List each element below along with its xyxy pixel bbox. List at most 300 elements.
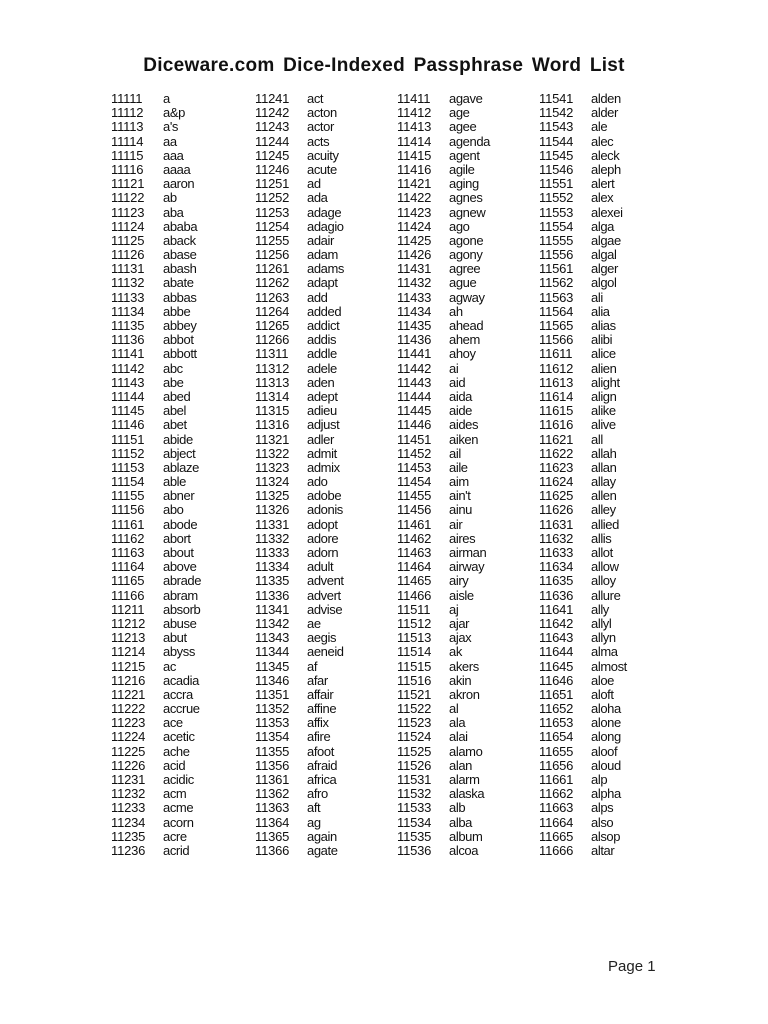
word: alb: [449, 800, 466, 816]
list-item: [111, 702, 261, 716]
dice-code: 11352: [255, 701, 290, 717]
list-item: [539, 518, 689, 532]
dice-code: 11311: [255, 346, 289, 362]
word: adair: [307, 232, 334, 248]
list-item: [539, 362, 689, 376]
dice-code: 11561: [539, 261, 574, 277]
list-item: [255, 532, 405, 546]
dice-code: 11523: [397, 715, 432, 731]
list-item: [255, 333, 405, 347]
word: agent: [449, 147, 480, 163]
dice-code: 11232: [111, 786, 146, 802]
list-item: [111, 461, 261, 475]
list-item: [111, 716, 261, 730]
dice-code: 11542: [539, 105, 574, 121]
list-item: [397, 120, 547, 134]
word: alamo: [449, 743, 483, 759]
list-item: [397, 745, 547, 759]
word: a's: [163, 119, 179, 135]
list-item: [539, 716, 689, 730]
dice-code: 11535: [397, 828, 432, 844]
dice-code: 11466: [397, 587, 432, 603]
list-item: [539, 787, 689, 801]
list-item: [111, 518, 261, 532]
word: aleck: [591, 147, 620, 163]
dice-code: 11141: [111, 346, 145, 362]
list-item: [397, 305, 547, 319]
list-item: [539, 376, 689, 390]
dice-code: 11324: [255, 474, 290, 490]
word: adler: [307, 431, 334, 447]
list-item: [255, 234, 405, 248]
list-item: [397, 319, 547, 333]
word: admit: [307, 445, 337, 461]
dice-code: 11612: [539, 360, 574, 376]
dice-code: 11432: [397, 275, 432, 291]
list-item: [111, 816, 261, 830]
word-column: [111, 92, 261, 858]
list-item: [111, 390, 261, 404]
list-item: [397, 518, 547, 532]
list-item: [111, 730, 261, 744]
word: accra: [163, 686, 193, 702]
word: admix: [307, 459, 340, 475]
dice-code: 11552: [539, 190, 574, 206]
list-item: [397, 191, 547, 205]
word: accrue: [163, 701, 200, 717]
list-item: [397, 489, 547, 503]
list-item: [111, 404, 261, 418]
list-item: [397, 333, 547, 347]
word: added: [307, 303, 342, 319]
word: aim: [449, 474, 469, 490]
dice-code: 11545: [539, 147, 574, 163]
word: airway: [449, 559, 485, 575]
list-item: [539, 291, 689, 305]
dice-code: 11216: [111, 672, 146, 688]
word: alley: [591, 502, 616, 518]
dice-code: 11443: [397, 374, 432, 390]
dice-code: 11415: [397, 147, 432, 163]
list-item: [539, 404, 689, 418]
word: able: [163, 474, 186, 490]
dice-code: 11265: [255, 318, 290, 333]
list-item: [539, 447, 689, 461]
dice-code: 11154: [111, 474, 145, 490]
list-item: [397, 475, 547, 489]
dice-code: 11314: [255, 388, 290, 404]
list-item: [255, 745, 405, 759]
word: aft: [307, 800, 321, 816]
word: ain't: [449, 488, 471, 504]
word: allen: [591, 488, 617, 504]
word: a&p: [163, 105, 185, 121]
list-item: [397, 688, 547, 702]
list-item: [111, 844, 261, 858]
list-item: [397, 106, 547, 120]
word: adjust: [307, 417, 340, 433]
word: acre: [163, 828, 187, 844]
dice-code: 11556: [539, 247, 574, 263]
word: alarm: [449, 772, 480, 787]
dice-code: 11344: [255, 644, 290, 660]
word: abner: [163, 488, 195, 504]
word: almost: [591, 658, 627, 674]
word: aloha: [591, 701, 621, 717]
list-item: [255, 660, 405, 674]
word: abase: [163, 247, 197, 263]
dice-code: 11644: [539, 644, 574, 660]
word: allan: [591, 459, 617, 475]
dice-code: 11212: [111, 615, 146, 631]
list-item: [111, 418, 261, 432]
word: afro: [307, 786, 328, 802]
list-item: [397, 603, 547, 617]
dice-code: 11323: [255, 459, 290, 475]
dice-code: 11143: [111, 374, 145, 390]
dice-code: 11555: [539, 232, 574, 248]
list-item: [111, 773, 261, 787]
list-item: [255, 518, 405, 532]
word: algal: [591, 247, 617, 263]
list-item: [111, 191, 261, 205]
word: agate: [307, 842, 338, 858]
word: ahem: [449, 332, 480, 348]
word: ace: [163, 715, 183, 731]
word: allied: [591, 516, 619, 532]
list-item: [539, 603, 689, 617]
dice-code: 11553: [539, 204, 574, 220]
word: abject: [163, 445, 196, 461]
word: absorb: [163, 601, 201, 617]
word: agee: [449, 119, 477, 135]
word: agony: [449, 247, 483, 263]
word: adele: [307, 360, 337, 376]
word: alibi: [591, 332, 613, 348]
list-item: [111, 305, 261, 319]
dice-code: 11342: [255, 615, 290, 631]
word: ado: [307, 474, 328, 490]
dice-code: 11363: [255, 800, 290, 816]
list-item: [255, 830, 405, 844]
list-item: [397, 730, 547, 744]
list-item: [397, 716, 547, 730]
list-item: [255, 574, 405, 588]
dice-code: 11321: [255, 431, 290, 447]
word: aides: [449, 417, 479, 433]
dice-code: 11254: [255, 218, 290, 234]
dice-code: 11434: [397, 303, 432, 319]
dice-code: 11313: [255, 374, 290, 390]
dice-code: 11113: [111, 119, 144, 135]
list-item: [539, 660, 689, 674]
dice-code: 11414: [397, 133, 432, 149]
list-item: [539, 106, 689, 120]
dice-code: 11456: [397, 502, 432, 518]
word: aisle: [449, 587, 474, 603]
dice-code: 11664: [539, 814, 574, 830]
list-item: [539, 489, 689, 503]
word: aeneid: [307, 644, 344, 660]
dice-code: 11214: [111, 644, 146, 660]
word-column: [539, 92, 689, 858]
list-item: [255, 149, 405, 163]
word: all: [591, 431, 603, 447]
dice-code: 11525: [397, 743, 432, 759]
dice-code: 11412: [397, 105, 432, 121]
word: alike: [591, 403, 616, 419]
word: akron: [449, 686, 480, 702]
word: act: [307, 91, 324, 106]
word: ac: [163, 658, 176, 674]
list-item: [539, 503, 689, 517]
list-item: [539, 319, 689, 333]
word: actor: [307, 119, 334, 135]
word: allis: [591, 530, 612, 546]
word: ae: [307, 615, 321, 631]
list-item: [539, 305, 689, 319]
word: abbott: [163, 346, 197, 362]
dice-code: 11333: [255, 545, 290, 560]
word: ad: [307, 176, 321, 192]
dice-code: 11326: [255, 502, 290, 518]
list-item: [397, 674, 547, 688]
list-item: [111, 333, 261, 347]
list-item: [397, 461, 547, 475]
word: add: [307, 289, 328, 305]
dice-code: 11541: [539, 91, 574, 106]
list-item: [111, 660, 261, 674]
dice-code: 11345: [255, 658, 290, 674]
word: alice: [591, 346, 616, 362]
word: aloof: [591, 743, 618, 759]
list-item: [397, 92, 547, 106]
word: allure: [591, 587, 621, 603]
list-item: [111, 830, 261, 844]
word: affine: [307, 701, 337, 717]
list-item: [397, 574, 547, 588]
list-item: [397, 220, 547, 234]
list-item: [397, 631, 547, 645]
dice-code: 11123: [111, 204, 145, 220]
dice-code: 11316: [255, 417, 290, 433]
dice-code: 11126: [111, 247, 145, 263]
list-item: [397, 418, 547, 432]
list-item: [397, 404, 547, 418]
dice-code: 11312: [255, 360, 290, 376]
list-item: [111, 376, 261, 390]
dice-code: 11114: [111, 133, 144, 149]
dice-code: 11235: [111, 828, 146, 844]
list-item: [111, 546, 261, 560]
list-item: [397, 433, 547, 447]
dice-code: 11112: [111, 105, 144, 121]
word: algol: [591, 275, 617, 291]
dice-code: 11665: [539, 828, 574, 844]
list-item: [397, 645, 547, 659]
dice-code: 11635: [539, 573, 574, 589]
list-item: [255, 816, 405, 830]
list-item: [539, 333, 689, 347]
word: aaaa: [163, 161, 191, 177]
word: allot: [591, 545, 613, 560]
dice-code: 11461: [397, 516, 432, 532]
list-item: [111, 745, 261, 759]
list-item: [539, 589, 689, 603]
word: ababa: [163, 218, 198, 234]
word: alp: [591, 772, 608, 787]
list-item: [397, 560, 547, 574]
word: acm: [163, 786, 187, 802]
dice-code: 11534: [397, 814, 432, 830]
dice-code: 11365: [255, 828, 290, 844]
dice-code: 11364: [255, 814, 290, 830]
dice-code: 11142: [111, 360, 145, 376]
dice-code: 11643: [539, 630, 574, 646]
word: abuse: [163, 615, 197, 631]
dice-code: 11565: [539, 318, 574, 333]
dice-code: 11422: [397, 190, 432, 206]
list-item: [255, 631, 405, 645]
word: alma: [591, 644, 618, 660]
dice-code: 11355: [255, 743, 290, 759]
list-item: [255, 503, 405, 517]
word: abide: [163, 431, 193, 447]
list-item: [111, 475, 261, 489]
dice-code: 11215: [111, 658, 146, 674]
dice-code: 11623: [539, 459, 574, 475]
dice-code: 11642: [539, 615, 574, 631]
dice-code: 11454: [397, 474, 432, 490]
list-item: [255, 163, 405, 177]
list-item: [397, 546, 547, 560]
dice-code: 11134: [111, 303, 145, 319]
dice-code: 11226: [111, 757, 146, 773]
list-item: [255, 716, 405, 730]
list-item: [397, 149, 547, 163]
list-item: [111, 149, 261, 163]
dice-code: 11222: [111, 701, 146, 717]
word: ag: [307, 814, 321, 830]
dice-code: 11156: [111, 502, 145, 518]
dice-code: 11246: [255, 161, 290, 177]
list-item: [397, 830, 547, 844]
list-item: [397, 291, 547, 305]
dice-code: 11264: [255, 303, 290, 319]
list-item: [255, 674, 405, 688]
dice-code: 11526: [397, 757, 432, 773]
list-item: [255, 546, 405, 560]
word: ah: [449, 303, 463, 319]
list-item: [255, 773, 405, 787]
word: abort: [163, 530, 191, 546]
list-item: [255, 461, 405, 475]
dice-code: 11332: [255, 530, 290, 546]
list-item: [539, 206, 689, 220]
list-item: [397, 347, 547, 361]
dice-code: 11562: [539, 275, 574, 291]
word: ail: [449, 445, 461, 461]
dice-code: 11252: [255, 190, 290, 206]
dice-code: 11634: [539, 559, 574, 575]
word: affix: [307, 715, 329, 731]
dice-code: 11433: [397, 289, 432, 305]
word: alex: [591, 190, 614, 206]
word: acorn: [163, 814, 194, 830]
word-list: [0, 92, 768, 872]
list-item: [111, 688, 261, 702]
list-item: [111, 362, 261, 376]
dice-code: 11146: [111, 417, 145, 433]
dice-code: 11462: [397, 530, 432, 546]
list-item: [111, 206, 261, 220]
word: alloy: [591, 573, 616, 589]
word: adieu: [307, 403, 337, 419]
list-item: [111, 291, 261, 305]
dice-code: 11516: [397, 672, 432, 688]
list-item: [255, 347, 405, 361]
word: aid: [449, 374, 466, 390]
dice-code: 11611: [539, 346, 573, 362]
list-item: [397, 844, 547, 858]
list-item: [255, 120, 405, 134]
list-item: [111, 603, 261, 617]
list-item: [111, 532, 261, 546]
list-item: [397, 816, 547, 830]
list-item: [539, 220, 689, 234]
word: alan: [449, 757, 472, 773]
dice-code: 11551: [539, 176, 574, 192]
word: alia: [591, 303, 610, 319]
word: alexei: [591, 204, 623, 220]
word: adams: [307, 261, 345, 277]
word: abo: [163, 502, 184, 518]
dice-code: 11511: [397, 601, 431, 617]
list-item: [255, 589, 405, 603]
word: also: [591, 814, 614, 830]
list-item: [397, 773, 547, 787]
dice-code: 11636: [539, 587, 574, 603]
word: agway: [449, 289, 485, 305]
list-item: [539, 418, 689, 432]
word: alight: [591, 374, 620, 390]
word: acidic: [163, 772, 194, 787]
list-item: [255, 262, 405, 276]
word: ada: [307, 190, 328, 206]
dice-code: 11253: [255, 204, 290, 220]
dice-code: 11343: [255, 630, 290, 646]
dice-code: 11532: [397, 786, 432, 802]
list-item: [255, 560, 405, 574]
word: abash: [163, 261, 197, 277]
word: adorn: [307, 545, 339, 560]
dice-code: 11136: [111, 332, 145, 348]
list-item: [397, 206, 547, 220]
dice-code: 11325: [255, 488, 290, 504]
dice-code: 11616: [539, 417, 574, 433]
word: aaa: [163, 147, 184, 163]
list-item: [539, 234, 689, 248]
word: abbot: [163, 332, 194, 348]
word: aa: [163, 133, 177, 149]
list-item: [539, 475, 689, 489]
word: ahead: [449, 318, 484, 333]
list-item: [397, 163, 547, 177]
word: alaska: [449, 786, 485, 802]
list-item: [397, 376, 547, 390]
word: agnew: [449, 204, 486, 220]
word: algae: [591, 232, 621, 248]
